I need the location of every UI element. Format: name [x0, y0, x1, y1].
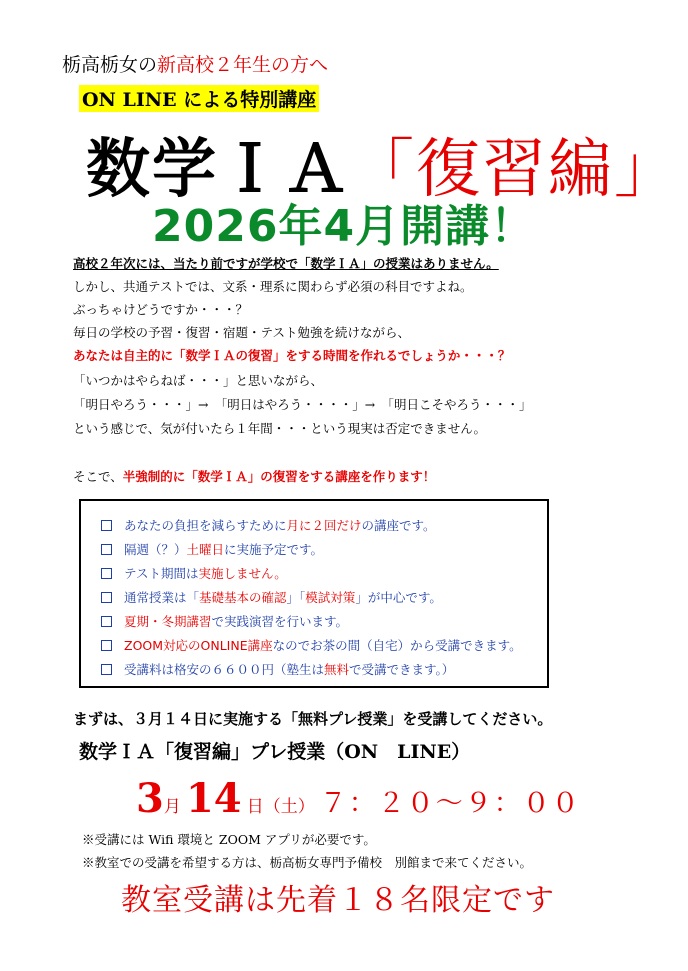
body-line-7: 「明日やろう・・・」→ 「明日はやろう・・・・」→ 「明日こそやろう・・・」 [73, 397, 532, 412]
feature-text: 」が中心です。 [355, 590, 442, 605]
feature-highlight: 基礎基本の確認 [199, 590, 287, 605]
audience-line [62, 50, 328, 77]
body-line-5: あなたは自主的に「数学ＩＡの復習」をする時間を作れるでしょうか・・・？ [73, 348, 511, 363]
feature-highlight: 実施しません。 [198, 566, 287, 581]
feature-item-7 [101, 660, 454, 678]
body-line-4: 毎日の学校の予習・復習・宿題・テスト勉強を続けながら、 [73, 325, 411, 340]
feature-text: の講座です。 [361, 518, 436, 533]
session-day: 14 [185, 775, 242, 822]
feature-item-6 [101, 636, 522, 654]
body-line-9-announcement: 半強制的に「数学ＩＡ」の復習をする講座を作ります！ [122, 469, 436, 484]
feature-text: 隔週（？） [124, 542, 187, 557]
feature-text: 受講料は格安の６６００円（塾生は [124, 662, 325, 677]
feature-highlight: 模試対策 [305, 590, 356, 605]
note-classroom: ※教室での受講を希望する方は、栃高栃女専門予備校 別館まで来てください。 [82, 855, 533, 870]
session-month-unit: 月 [163, 797, 181, 817]
feature-item-3 [101, 564, 287, 582]
checkbox-icon [101, 664, 112, 675]
feature-highlight: ZOOM対応のONLINE講座 [124, 638, 273, 653]
body-line-1: 高校２年次には、当たり前ですが学校で「数学ＩＡ」の授業はありません。 [73, 256, 499, 271]
pre-class-intro: まずは、３月１４日に実施する「無料プレ授業」を受講してください。 [73, 710, 553, 728]
session-date [136, 775, 581, 822]
body-line-3: ぶっちゃけどうですか・・・？ [73, 302, 249, 317]
feature-text: 」「 [286, 590, 306, 605]
feature-highlight: 土曜日 [186, 542, 225, 557]
feature-text: 通常授業は「 [124, 590, 200, 605]
body-line-6: 「いつかはやらねば・・・」と思いながら、 [73, 373, 324, 388]
feature-item-1 [101, 516, 436, 534]
feature-text: で受講できます。） [349, 662, 455, 677]
feature-text: テスト期間は [124, 566, 199, 581]
feature-text: に実施予定です。 [224, 542, 324, 557]
checkbox-icon [101, 616, 112, 627]
main-title-subject: 数学ＩＡ [86, 132, 350, 207]
audience-grade: 新高校２年生の方へ [157, 54, 329, 76]
main-title-edition: 「復習編」 [350, 133, 680, 207]
body-line-2: しかし、共通テストでは、文系・理系に関わらず必須の科目ですよね。 [73, 279, 473, 294]
feature-text: なのでお茶の間（自宅）から受講できます。 [272, 638, 522, 653]
note-requirements: ※受講には Wifi 環境と ZOOM アプリが必要です。 [82, 832, 376, 847]
checkbox-icon [101, 520, 112, 531]
session-weekday: （土） [263, 797, 315, 817]
feature-item-4 [101, 588, 442, 606]
features-box [79, 499, 549, 688]
session-month: 3 [136, 775, 164, 822]
classroom-limit: 教室受講は先着１８名限定です [121, 883, 555, 918]
feature-text: で実践演習を行います。 [211, 614, 349, 629]
checkbox-icon [101, 592, 112, 603]
feature-highlight: 夏期・冬期講習 [124, 614, 212, 629]
body-line-9 [73, 467, 435, 485]
subtitle-highlight: ON LINE による特別講座 [79, 85, 319, 112]
audience-school: 栃高栃女の [62, 54, 158, 76]
feature-text: あなたの負担を減らすために [124, 518, 287, 533]
session-time: ７：２０～９：００ [319, 788, 581, 819]
body-line-8: という感じで、気が付いたら１年間・・・という現実は否定できません。 [73, 421, 487, 436]
feature-item-5 [101, 612, 348, 630]
pre-class-title: 数学ＩＡ「復習編」プレ授業（ON LINE） [79, 741, 471, 763]
checkbox-icon [101, 640, 112, 651]
open-date: 2026年4月開講！ [152, 201, 536, 252]
body-line-9-lead: そこで、 [73, 469, 123, 484]
feature-item-2 [101, 540, 323, 558]
feature-highlight: 無料 [324, 662, 350, 677]
checkbox-icon [101, 568, 112, 579]
feature-highlight: 月に２回だけ [286, 518, 362, 533]
checkbox-icon [101, 544, 112, 555]
session-day-unit: 日 [246, 797, 264, 817]
